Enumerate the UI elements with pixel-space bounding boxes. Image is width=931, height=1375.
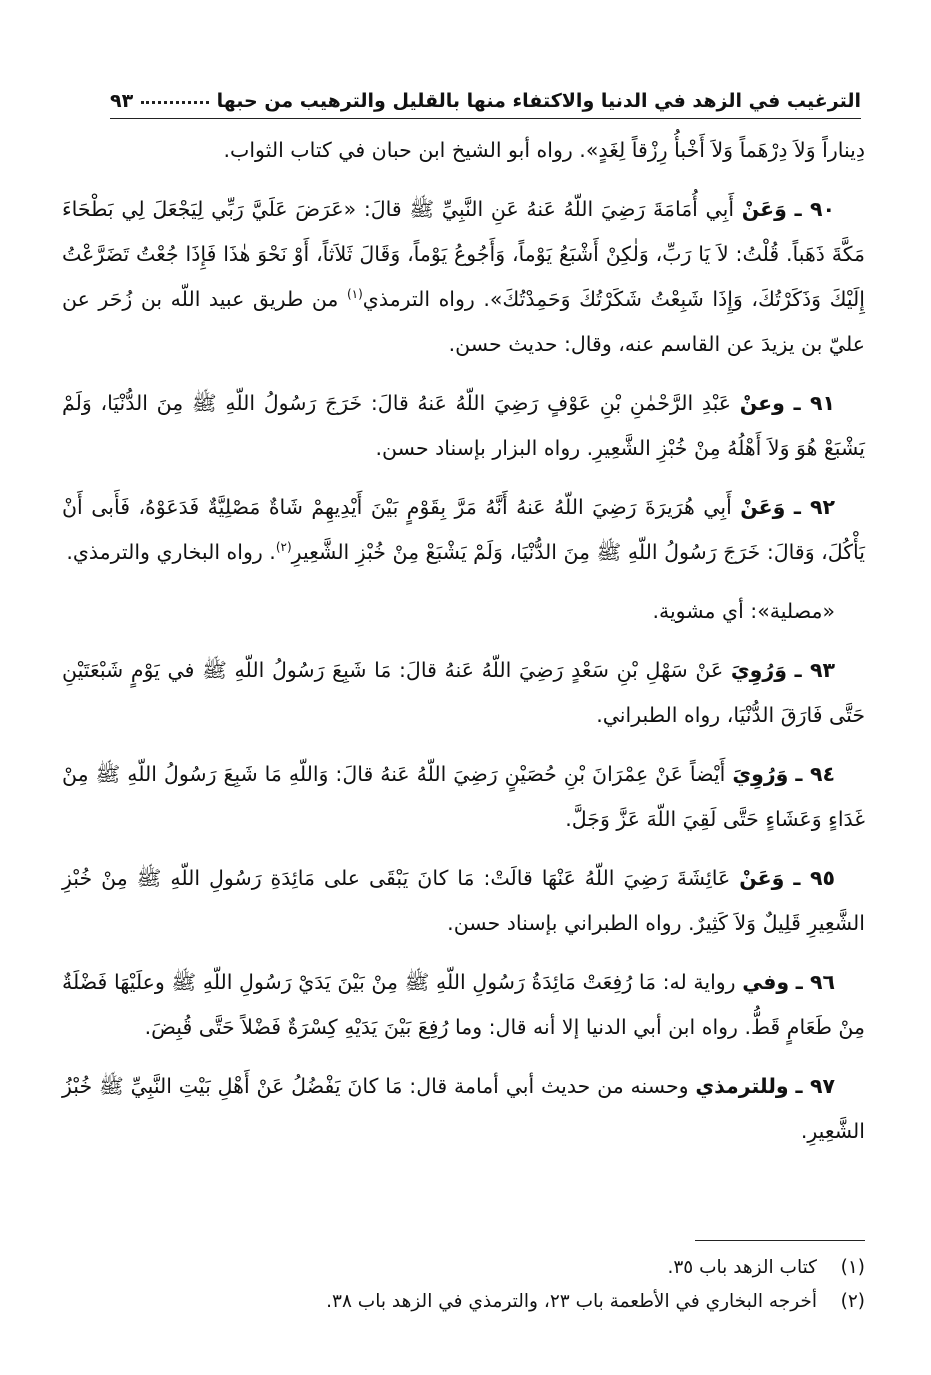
hadith-number: ٩٧ ـ <box>795 1074 835 1098</box>
paragraph-continuation <box>62 128 865 173</box>
hadith-number: ٩١ ـ <box>793 391 835 415</box>
hadith-number: ٩٥ ـ <box>793 866 835 890</box>
paragraph-text: أَيْضاً عَنْ عِمْرَانَ بْنِ حُصَيْنٍ رَضِيَ اللّهُ عَنهُ قالَ: وَاللّهِ مَا شَبِعَ رَسُولُ اللّهِ ﷺ مِنْ غَدَاءٍ وَعَشَاءٍ حَتَّى لَقِيَ اللّهَ عَزَّ وَجَلَّ. <box>62 762 865 831</box>
paragraph-text: «مصلية»: أي مشوية. <box>652 599 835 623</box>
paragraph-text: أَبِي هُرَيرَةَ رَضِيَ اللّهُ عَنهُ أَنَّهُ مَرَّ بِقَوْمٍ بَيْنَ أَيْدِيهِمْ شَاةٌ مَصْلِيَّةٌ فَدَعَوْهُ، فَأَبى أَنْ يَأْكُلَ، وَقالَ: خَرَجَ رَسُولُ اللّهِ ﷺ مِنَ الدُّنْيَا، وَلَمْ يَشْبَعْ مِنْ خُبْزِ الشَّعِيرِ <box>62 495 865 564</box>
hadith-lead: وَعَنْ <box>740 495 786 519</box>
gloss-note <box>62 589 865 634</box>
footnote-2 <box>120 1285 865 1319</box>
hadith-number: ٩٦ ـ <box>795 970 835 994</box>
hadith-lead: وَرُوِيَ <box>730 658 787 682</box>
hadith-97 <box>62 1064 865 1154</box>
paragraph-text: أَبِي أُمَامَةَ رَضِيَ اللّهُ عَنهُ عَنِ النَّبِيِّ ﷺ قالَ: «عَرَضَ عَلَيَّ رَبِّي لِيَجْعَلَ لِي بَطْحَاءَ مَكَّةَ ذَهَباً. قُلْتُ: لاَ يَا رَبِّ، وَلٰكِنْ أَشْبَعُ يَوْماً، وَأَجُوعُ يَوْماً، وَقَالَ ثَلاَثاً، أَوْ نَحْوَ هٰذَا فَإِذَا جُعْتُ تَضَرَّعْتُ إِلَيْكَ وَذَكَرْتُكَ، وَإِذَا شَبِعْتُ شَكَرْتُكَ وَحَمِدْتُكَ». رواه الترمذي <box>62 197 866 311</box>
paragraph-text: عَبْدِ الرَّحْمٰنِ بْنِ عَوْفٍ رَضِيَ اللّهُ عَنهُ قالَ: خَرَجَ رَسُولُ اللّهِ ﷺ مِنَ الدُّنْيَا، وَلَمْ يَشْبَعْ هُوَ وَلاَ أَهْلُهُ مِنْ خُبْزِ الشَّعِيرِ. رواه البزار بإسناد حسن. <box>62 391 865 460</box>
hadith-96 <box>62 960 865 1050</box>
hadith-number: ٩٠ ـ <box>794 197 835 221</box>
page-header <box>110 78 861 119</box>
hadith-number: ٩٢ ـ <box>793 495 835 519</box>
hadith-lead: وَعَنْ <box>739 866 785 890</box>
paragraph-text: دِيناراً وَلاَ دِرْهَماً وَلاَ أَخْبأُ رِزْقاً لِغَدٍ». رواه أبو الشيخ ابن حبان في كتاب الثواب. <box>223 138 865 162</box>
page-body <box>62 128 865 1168</box>
hadith-90 <box>62 187 865 367</box>
hadith-93 <box>62 648 865 738</box>
hadith-lead: وعنْ <box>739 391 785 415</box>
paragraph-text: عَنْ سَهْلِ بْنِ سَعْدٍ رَضِيَ اللّهُ عَنهُ قالَ: مَا شَبِعَ رَسُولُ اللّهِ ﷺ في يَوْمٍ شَبْعَتَيْنِ حَتَّى فَارَقَ الدُّنْيَا، رواه الطبراني. <box>62 658 865 727</box>
header-dot-leader <box>141 101 208 104</box>
hadith-lead: وفي <box>742 970 790 994</box>
footnote-mark: (١) <box>840 1257 865 1278</box>
footnote-text: كتاب الزهد باب ٣٥. <box>667 1257 817 1278</box>
hadith-lead: وَعَنْ <box>741 197 787 221</box>
hadith-lead: وللترمذي <box>695 1074 789 1098</box>
page-number: ٩٣ <box>110 90 134 112</box>
hadith-91 <box>62 381 865 471</box>
footnote-ref[interactable]: (٢) <box>275 540 292 555</box>
paragraph-text: رواية له: مَا رُفِعَتْ مَائِدَةُ رَسُولِ اللّهِ ﷺ مِنْ بَيْنَ يَدَيْ رَسُولِ اللّهِ ﷺ وعلَيْهَا فَضْلَةٌ مِنْ طَعَامٍ قَطُّ. رواه ابن أبي الدنيا إلا أنه قال: وما رُفِعَ بَيْنَ يَدَيْهِ كِسْرَةٌ فَضْلاً حَتَّى قُبِضَ. <box>62 970 865 1039</box>
footnote-ref[interactable]: (١) <box>346 287 363 302</box>
footnote-divider <box>695 1240 865 1241</box>
hadith-94 <box>62 752 865 842</box>
paragraph-tail: . رواه البخاري والترمذي. <box>66 540 276 564</box>
footnote-text: أخرجه البخاري في الأطعمة باب ٢٣، والترمذي في الزهد باب ٣٨. <box>326 1291 817 1312</box>
footnotes <box>120 1240 865 1319</box>
paragraph-text: وحسنه من حديث أبي أمامة قال: مَا كانَ يَفْضُلُ عَنْ أَهْلِ بَيْتِ النَّبِيِّ ﷺ خُبْزُ الشَّعِيرِ. <box>62 1074 865 1143</box>
footnote-1 <box>120 1251 865 1285</box>
paragraph-text: عَائِشَةَ رَضِيَ اللّهُ عَنْهَا قالَتْ: مَا كانَ يَبْقَى على مَائِدَةِ رَسُولِ اللّهِ ﷺ مِنْ خُبْزِ الشَّعِيرِ قَلِيلٌ وَلاَ كَثِيرٌ. رواه الطبراني بإسناد حسن. <box>62 866 865 935</box>
hadith-number: ٩٣ ـ <box>794 658 835 682</box>
running-title: الترغيب في الزهد في الدنيا والاكتفاء منها بالقليل والترهيب من حبها <box>216 90 861 112</box>
paragraph-tail: من طريق عبيد اللّه بن زُحَر عن عليّ بن يزيدَ عن القاسم عنه، وقال: حديث حسن. <box>62 287 865 356</box>
hadith-92 <box>62 485 865 575</box>
hadith-number: ٩٤ ـ <box>795 762 835 786</box>
footnote-mark: (٢) <box>840 1291 865 1312</box>
hadith-lead: وَرُوِيَ <box>732 762 789 786</box>
hadith-95 <box>62 856 865 946</box>
